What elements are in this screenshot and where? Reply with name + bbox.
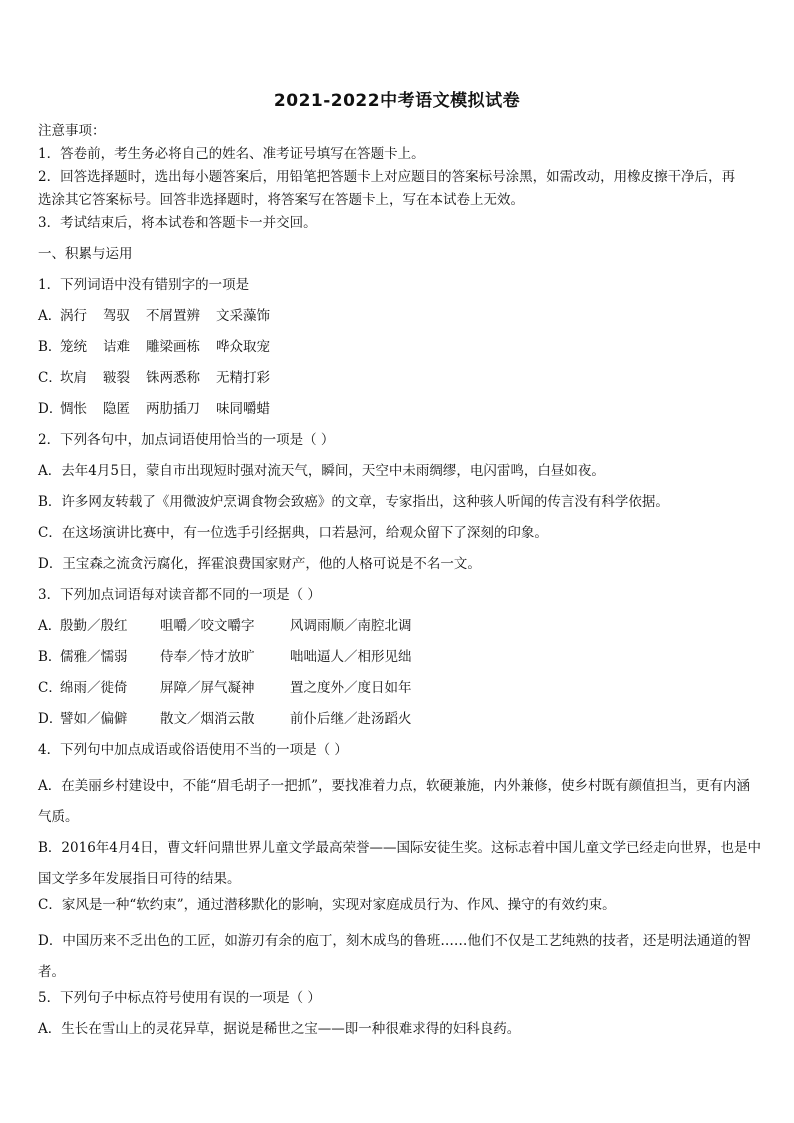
option-pair: 屏障／屏气凝神 bbox=[160, 680, 255, 696]
option-word: 涡行 bbox=[60, 308, 87, 324]
question-body bbox=[38, 244, 762, 1050]
option-word: 坎肩 bbox=[60, 370, 87, 386]
option-letter: C． bbox=[38, 370, 62, 386]
notice-item: 1．答卷前，考生务必将自己的姓名、准考证号填写在答题卡上。 bbox=[38, 146, 425, 162]
q3-option-d bbox=[38, 709, 762, 740]
q1-option-b bbox=[38, 337, 762, 368]
q2-option-b: B．许多网友转载了《用微波炉烹调食物会致癌》的文章，专家指出，这种骇人听闻的传言没有科学依据。 bbox=[38, 494, 669, 510]
question-stem-2: 2．下列各句中，加点词语使用恰当的一项是（ ） bbox=[38, 432, 335, 448]
notice-item: 2．回答选择题时，选出每小题答案后，用铅笔把答题卡上对应题目的答案标号涂黑，如需改动，用橡皮擦干净后，再 bbox=[38, 169, 736, 185]
q4-option-c: C．家风是一种“软约束”，通过潜移默化的影响，实现对家庭成员行为、作风、操守的有效约束。 bbox=[38, 897, 616, 913]
option-pair: 前仆后继／赴汤蹈火 bbox=[290, 711, 412, 727]
q1-option-a bbox=[38, 306, 762, 337]
option-pair: 殷勤／殷红 bbox=[60, 618, 128, 634]
option-word: 文采藻饰 bbox=[216, 308, 270, 324]
question-stem-5: 5．下列句子中标点符号使用有误的一项是（ ） bbox=[38, 990, 321, 1006]
option-word: 两肋插刀 bbox=[146, 401, 200, 417]
option-word: 无精打彩 bbox=[216, 370, 270, 386]
notice-block bbox=[38, 120, 762, 235]
option-word: 笼统 bbox=[60, 339, 87, 355]
option-letter: B． bbox=[38, 649, 62, 665]
q3-option-a bbox=[38, 616, 762, 647]
option-letter: C． bbox=[38, 680, 62, 696]
option-word: 铢两悉称 bbox=[146, 370, 200, 386]
option-word: 雕梁画栋 bbox=[146, 339, 200, 355]
option-letter: D． bbox=[38, 401, 63, 417]
option-word: 皲裂 bbox=[103, 370, 130, 386]
question-stem-4: 4．下列句中加点成语或俗语使用不当的一项是（ ） bbox=[38, 742, 348, 758]
option-word: 味同嚼蜡 bbox=[216, 401, 270, 417]
notice-item: 选涂其它答案标号。回答非选择题时，将答案写在答题卡上，写在本试卷上无效。 bbox=[38, 192, 524, 208]
q4-option-a: A．在美丽乡村建设中，不能“眉毛胡子一把抓”，要找准着力点，软硬兼施，内外兼修，使乡村既有颜值担当，更有内涵气质。 bbox=[38, 778, 751, 825]
q5-option-a: A．生长在雪山上的灵花异草，据说是稀世之宝——即一种很难求得的妇科良药。 bbox=[38, 1021, 521, 1037]
option-pair: 置之度外／度日如年 bbox=[290, 680, 412, 696]
option-letter: B． bbox=[38, 339, 62, 355]
q4-option-d: D．中国历来不乏出色的工匠，如游刃有余的庖丁，刻木成鸟的鲁班……他们不仅是工艺纯熟的技者，还是明法通道的智者。 bbox=[38, 933, 751, 980]
option-pair: 咀嚼／咬文嚼字 bbox=[160, 618, 255, 634]
q2-option-a: A．去年4月5日，蒙自市出现短时强对流天气，瞬间，天空中未雨绸缪，电闪雷鸣，白昼如夜。 bbox=[38, 463, 605, 479]
section-heading: 一、积累与运用 bbox=[38, 246, 133, 262]
q4-option-b: B．2016年4月4日，曹文轩问鼎世界儿童文学最高荣誉——国际安徒生奖。这标志着中国儿童文学已经走向世界，也是中国文学多年发展指日可待的结果。 bbox=[38, 840, 761, 887]
q3-option-b bbox=[38, 647, 762, 678]
notice-heading: 注意事项： bbox=[38, 123, 106, 139]
option-letter: D． bbox=[38, 711, 63, 727]
q1-option-d bbox=[38, 399, 762, 430]
q2-option-c: C．在这场演讲比赛中，有一位选手引经据典，口若悬河，给观众留下了深刻的印象。 bbox=[38, 525, 548, 541]
option-word: 哗众取宠 bbox=[216, 339, 270, 355]
option-letter: A． bbox=[38, 618, 62, 634]
q1-option-c bbox=[38, 368, 762, 399]
option-word: 驾驭 bbox=[103, 308, 130, 324]
option-pair: 咄咄逼人／相形见绌 bbox=[290, 649, 412, 665]
question-stem-3: 3．下列加点词语每对读音都不同的一项是（ ） bbox=[38, 587, 321, 603]
option-word: 隐匿 bbox=[103, 401, 130, 417]
option-pair: 散文／烟消云散 bbox=[160, 711, 255, 727]
option-pair: 譬如／偏僻 bbox=[60, 711, 128, 727]
option-word: 不屑置辨 bbox=[146, 308, 200, 324]
option-pair: 侍奉／恃才放旷 bbox=[160, 649, 255, 665]
option-pair: 风调雨顺／南腔北调 bbox=[290, 618, 412, 634]
option-word: 惆怅 bbox=[60, 401, 87, 417]
option-pair: 绵雨／徙倚 bbox=[60, 680, 128, 696]
document-title: 2021-2022中考语文模拟试卷 bbox=[273, 91, 521, 111]
question-stem-1: 1．下列词语中没有错别字的一项是 bbox=[38, 277, 250, 293]
option-letter: A． bbox=[38, 308, 62, 324]
q3-option-c bbox=[38, 678, 762, 709]
notice-item: 3．考试结束后，将本试卷和答题卡一并交回。 bbox=[38, 215, 317, 231]
q2-option-d: D．王宝森之流贪污腐化，挥霍浪费国家财产，他的人格可说是不名一文。 bbox=[38, 556, 481, 572]
option-word: 诘难 bbox=[103, 339, 130, 355]
option-pair: 儒雅／懦弱 bbox=[60, 649, 128, 665]
